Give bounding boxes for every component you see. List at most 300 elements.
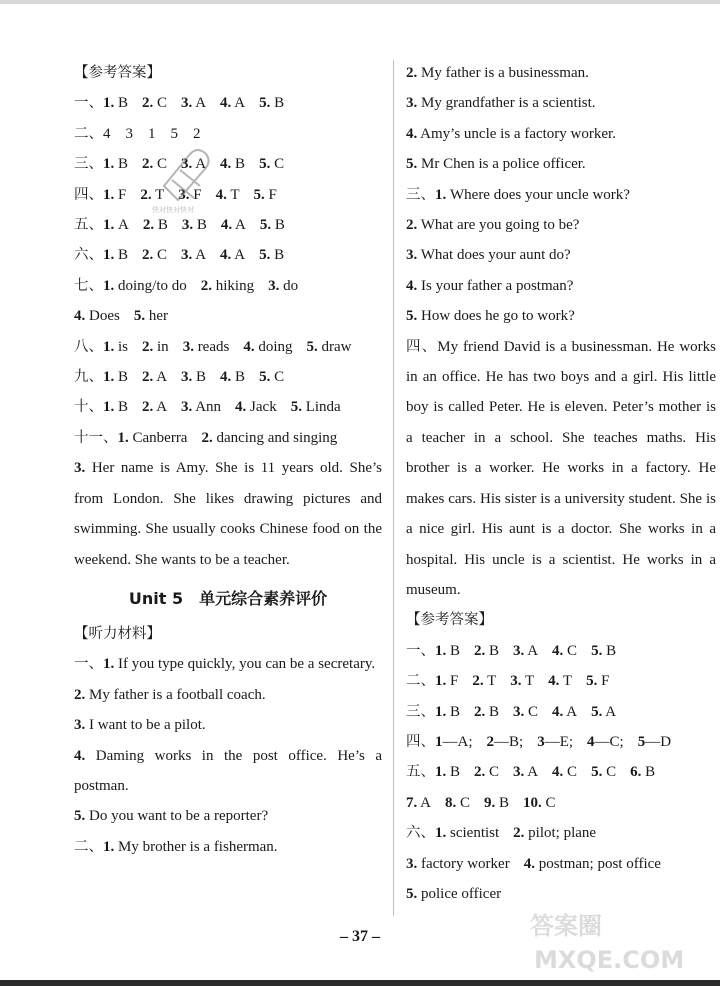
item-answer: F	[114, 186, 127, 203]
item-answer: pilot; plane	[524, 825, 597, 842]
answer-row	[406, 849, 716, 879]
item-number: 3.	[181, 95, 193, 112]
answer-item	[406, 886, 501, 902]
item-answer: B	[485, 703, 500, 720]
answer-row	[74, 88, 382, 118]
item-number: 5.	[133, 308, 146, 325]
item-number: 5.	[406, 885, 418, 902]
item-number: 9.	[484, 794, 496, 811]
watermark-url: MXQE.COM	[534, 946, 685, 974]
item-answer: C	[153, 156, 168, 173]
section-number: 五、	[74, 217, 103, 234]
answer-row	[74, 271, 382, 301]
answer-item	[103, 247, 128, 263]
item-number: 4	[587, 733, 595, 750]
answer-row	[406, 757, 716, 787]
answer-item	[103, 217, 129, 233]
section-number: 四、	[406, 733, 435, 750]
item-number: 2.	[142, 156, 154, 173]
item-number: 4.	[220, 247, 232, 264]
item-answer: A	[563, 703, 578, 720]
item-number: 2.	[474, 703, 486, 720]
left-answer-rows	[74, 88, 382, 453]
answer-row	[74, 301, 382, 331]
listening-text: Where does your uncle work?	[446, 186, 630, 203]
item-number: 1.	[435, 703, 447, 720]
item-answer: F	[597, 673, 610, 690]
section-number: 五、	[406, 764, 435, 781]
item-number: 4.	[235, 399, 247, 416]
page-number: – 37 –	[340, 928, 380, 945]
item-answer: C	[563, 642, 578, 659]
listening-line	[406, 180, 716, 210]
unit-title: Unit 5 单元综合素养评价	[128, 588, 328, 608]
answer-row	[74, 332, 382, 362]
item-number: 1.	[103, 369, 115, 386]
item-answer: doing	[254, 338, 293, 355]
answer-item	[513, 764, 538, 780]
item-number: 1.	[103, 186, 115, 203]
answer-item	[103, 156, 128, 172]
item-number: 4.	[406, 277, 418, 294]
listening-material-continued	[406, 58, 716, 332]
item-answer: B	[114, 156, 129, 173]
listening-text: Do you want to be a reporter?	[85, 808, 269, 825]
item-number: 2.	[513, 825, 525, 842]
answer-item	[472, 673, 496, 689]
answer-item	[235, 399, 277, 415]
item-number: 5.	[290, 399, 302, 416]
item-number: 2.	[142, 217, 155, 234]
right-column	[406, 58, 716, 909]
answer-item	[591, 764, 616, 780]
listening-line	[74, 801, 382, 831]
item-answer: B	[114, 369, 129, 386]
item-answer: B	[193, 217, 207, 234]
answer-item	[435, 764, 460, 780]
item-number: 1.	[435, 186, 447, 203]
answer-paragraph	[74, 453, 382, 575]
answer-row	[406, 666, 716, 696]
answer-item	[142, 339, 169, 355]
listening-header: 【听力材料】	[74, 625, 161, 642]
item-number: 4.	[552, 764, 564, 781]
item-answer: Linda	[301, 399, 341, 416]
listening-text: If you type quickly, you can be a secretary.	[114, 656, 376, 673]
answer-row	[74, 119, 382, 149]
item-answer: C	[524, 703, 539, 720]
answer-item	[181, 369, 206, 385]
section-number: 十、	[74, 399, 103, 416]
item-answer: dancing and singing	[212, 429, 338, 446]
item-number: 5.	[74, 808, 86, 825]
answer-item	[484, 795, 509, 811]
item-number: 5.	[586, 673, 598, 690]
answer-item	[435, 673, 458, 689]
item-answer: —D	[645, 733, 672, 750]
item-answer: —B;	[494, 733, 524, 750]
item-answer: F	[264, 186, 277, 203]
answer-item	[260, 217, 285, 233]
item-answer: —A;	[442, 733, 473, 750]
item-number: 1.	[103, 247, 115, 264]
item-answer: doing/to do	[114, 277, 187, 294]
item-answer: C	[602, 764, 617, 781]
item-answer: A	[153, 399, 168, 416]
item-answer: B	[114, 399, 129, 416]
item-number: 4.	[220, 369, 232, 386]
answer-item	[591, 643, 616, 659]
answer-item	[103, 399, 128, 415]
item-answer: A	[524, 642, 539, 659]
item-answer: B	[495, 794, 510, 811]
item-number: 5.	[406, 156, 418, 173]
item-number: 2.	[142, 95, 154, 112]
item-answer: Canberra	[128, 429, 188, 446]
item-number: 5.	[259, 95, 271, 112]
answer-item	[201, 278, 254, 294]
item-number: 4.	[406, 125, 418, 142]
section-number: 二、	[74, 125, 103, 142]
item-number: 1.	[435, 642, 447, 659]
item-answer: B	[602, 642, 617, 659]
section-number: 三、	[406, 186, 435, 203]
item-number: 4.	[220, 156, 232, 173]
answer-item	[586, 673, 609, 689]
item-number: 3.	[510, 673, 522, 690]
answer-item	[201, 430, 337, 446]
listening-text: What are you going to be?	[417, 217, 580, 234]
answer-item	[474, 764, 499, 780]
item-answer: C	[270, 156, 285, 173]
answer-item	[103, 95, 128, 111]
listening-line	[406, 149, 716, 179]
section-number: 一、	[74, 656, 103, 673]
answer-item	[552, 643, 577, 659]
item-number: 1.	[103, 338, 115, 355]
answer-item	[259, 369, 284, 385]
answer-item	[254, 187, 277, 203]
item-answer: —C;	[594, 733, 624, 750]
answer-item	[291, 399, 341, 415]
item-number: 5.	[306, 338, 318, 355]
watermark-logo-text: 答案圈	[530, 912, 602, 940]
answer-row	[74, 210, 382, 240]
item-answer: B	[446, 703, 461, 720]
answer-item	[537, 734, 573, 750]
answer-item	[487, 734, 524, 750]
answer-item	[435, 643, 460, 659]
item-number: 7.	[406, 794, 418, 811]
item-answer: C	[563, 764, 578, 781]
listening-text: Mr Chen is a police officer.	[417, 156, 586, 173]
answer-item	[587, 734, 624, 750]
item-answer: Ann	[192, 399, 222, 416]
item-number: 1.	[103, 277, 115, 294]
passage	[406, 332, 716, 606]
item-number: 5.	[591, 764, 603, 781]
item-answer: B	[231, 369, 246, 386]
item-number: 3.	[406, 247, 418, 264]
item-number: 3.	[513, 642, 525, 659]
listening-text: My grandfather is a scientist.	[417, 95, 596, 112]
answer-item	[220, 369, 245, 385]
item-answer: B	[192, 369, 207, 386]
item-answer: C	[456, 794, 471, 811]
answer-header-2: 【参考答案】	[406, 612, 493, 629]
section-number: 九、	[74, 369, 103, 386]
item-number: 1.	[435, 673, 447, 690]
item-number: 2.	[472, 673, 484, 690]
answer-item	[552, 704, 577, 720]
item-number: 3.	[268, 277, 280, 294]
item-answer: C	[153, 247, 168, 264]
item-answer: in	[153, 338, 169, 355]
item-number: 1.	[435, 764, 447, 781]
answer-item	[513, 825, 596, 841]
item-number: 3.	[181, 247, 193, 264]
listening-text: What does your aunt do?	[417, 247, 571, 264]
passage-text: My friend David is a businessman. He works in an office. He has two boys and a girl. His little boy is called Peter. He is eleven. Peter’s mother is a teacher in a school. She teaches maths. His brother is a worker. He works in a factory. He makes cars. His sister is a university student. She is a nice girl. His aunt is a doctor. She works in a hospital. His uncle is a scientist. He works in a museum.	[406, 338, 717, 598]
item-number: 1.	[103, 95, 115, 112]
stamp-icon	[150, 140, 220, 222]
answer-item	[474, 704, 499, 720]
item-number: 3.	[182, 338, 194, 355]
answer-row	[406, 636, 716, 666]
item-number: 3.	[513, 703, 525, 720]
item-number: 2	[486, 733, 494, 750]
item-number: 5.	[259, 217, 272, 234]
answer-item	[406, 856, 510, 872]
answer-row	[406, 818, 716, 848]
answer-row	[74, 423, 382, 453]
section-number: 一、	[406, 642, 435, 659]
listening-line	[406, 301, 716, 331]
item-number: 4.	[220, 95, 232, 112]
answer-item	[181, 247, 206, 263]
section-number: 二、	[406, 673, 435, 690]
item-number: 2.	[474, 642, 486, 659]
answer-item	[142, 247, 167, 263]
listening-line	[74, 741, 382, 802]
item-answer: F	[446, 673, 459, 690]
answer-sequence: 4 3 1 5 2	[103, 125, 201, 142]
item-answer: B	[446, 764, 461, 781]
answer-row	[74, 392, 382, 422]
item-number: 5.	[591, 703, 603, 720]
right-answer-rows	[406, 636, 716, 910]
item-answer: T	[151, 186, 165, 203]
item-number: 1.	[103, 656, 115, 673]
item-answer: B	[270, 95, 285, 112]
item-number: 4.	[552, 642, 564, 659]
item-answer: A	[192, 95, 207, 112]
top-edge	[0, 0, 720, 4]
listening-text: My father is a football coach.	[85, 686, 266, 703]
item-answer: postman; post office	[534, 855, 661, 872]
bottom-edge	[0, 980, 720, 986]
listening-text: My father is a businessman.	[417, 65, 589, 81]
answer-item	[142, 369, 167, 385]
item-number: 2.	[142, 338, 154, 355]
answer-row	[406, 697, 716, 727]
section-number: 二、	[74, 838, 103, 855]
item-number: 5.	[259, 247, 271, 264]
item-number: 3.	[406, 95, 418, 112]
item-answer: B	[271, 217, 285, 234]
listening-line	[74, 680, 382, 710]
answer-item	[243, 339, 292, 355]
listening-text: I want to be a pilot.	[85, 717, 206, 734]
item-answer: B	[114, 247, 129, 264]
item-answer: A	[417, 794, 432, 811]
listening-line	[74, 832, 382, 862]
item-answer: do	[279, 277, 299, 294]
listening-line	[74, 649, 382, 679]
item-number: 3.	[181, 156, 193, 173]
answer-item	[103, 187, 126, 203]
item-answer: A	[524, 764, 539, 781]
answer-item	[221, 217, 246, 233]
answer-item	[406, 795, 431, 811]
item-number: 2.	[140, 186, 152, 203]
item-answer: her	[145, 308, 168, 325]
listening-line	[406, 240, 716, 270]
item-answer: factory worker	[417, 855, 510, 872]
section-number: 七、	[74, 277, 103, 294]
item-answer: A	[153, 369, 168, 386]
answer-item	[638, 734, 671, 750]
item-number: 5.	[253, 186, 265, 203]
item-number: 3.	[181, 399, 193, 416]
item-number: 5.	[259, 156, 271, 173]
item-number: 1.	[435, 825, 447, 842]
answer-item	[134, 308, 168, 324]
item-number: 4.	[552, 703, 564, 720]
item-answer: B	[231, 156, 246, 173]
item-answer: is	[114, 338, 129, 355]
answer-item	[523, 795, 556, 811]
listening-line	[406, 271, 716, 301]
section-number: 六、	[74, 247, 103, 264]
listening-text: Daming works in the post office. He’s a postman.	[74, 747, 382, 794]
listening-line	[406, 88, 716, 118]
item-number: 2.	[406, 217, 418, 234]
answer-item	[513, 643, 538, 659]
answer-item	[220, 156, 245, 172]
item-answer: scientist	[446, 825, 500, 842]
section-number: 六、	[406, 825, 435, 842]
answer-item	[142, 399, 167, 415]
answer-item	[259, 156, 284, 172]
item-answer: B	[114, 95, 129, 112]
item-number: 2.	[142, 247, 154, 264]
answer-item	[513, 704, 538, 720]
section-number: 一、	[74, 95, 103, 112]
answer-item	[220, 95, 245, 111]
item-answer: T	[226, 186, 240, 203]
answer-item	[510, 673, 534, 689]
item-answer: A	[231, 95, 246, 112]
item-answer: C	[485, 764, 500, 781]
item-number: 4.	[220, 217, 233, 234]
item-number: 1.	[103, 399, 115, 416]
section-number: 四、	[74, 186, 103, 203]
answer-item	[103, 339, 128, 355]
item-answer: C	[153, 95, 168, 112]
item-answer: T	[559, 673, 573, 690]
item-number: 3.	[74, 717, 86, 734]
answer-item	[181, 399, 221, 415]
answer-item	[630, 764, 655, 780]
item-number: 5.	[591, 642, 603, 659]
item-number: 3.	[181, 217, 194, 234]
item-number: 4.	[523, 855, 535, 872]
listening-text: Is your father a postman?	[417, 277, 574, 294]
answer-item	[220, 247, 245, 263]
paragraph-text: Her name is Amy. She is 11 years old. She’s from London. She likes drawing pictures and swimming. She usually cooks Chinese food on the weekend. She wants to be a teacher.	[74, 460, 382, 568]
item-answer: reads	[193, 338, 230, 355]
item-number: 3	[537, 733, 545, 750]
item-answer: T	[483, 673, 497, 690]
answer-item	[183, 339, 230, 355]
answer-item	[142, 95, 167, 111]
item-number: 1.	[103, 217, 115, 234]
item-number: 4.	[74, 747, 86, 764]
item-number: 2.	[142, 369, 154, 386]
item-number: 1.	[103, 838, 115, 855]
item-answer: B	[270, 247, 285, 264]
watermark-logo	[510, 894, 710, 978]
item-number: 5.	[406, 308, 418, 325]
answer-item	[268, 278, 298, 294]
answer-row	[74, 362, 382, 392]
section-number: 八、	[74, 338, 103, 355]
item-answer: C	[270, 369, 285, 386]
listening-text: Amy’s uncle is a factory worker.	[417, 125, 616, 142]
item-answer: B	[154, 217, 168, 234]
listening-line	[406, 119, 716, 149]
answer-item	[435, 704, 460, 720]
item-number: 10.	[523, 794, 542, 811]
item-number: 3.	[406, 855, 418, 872]
item-answer: Jack	[246, 399, 277, 416]
listening-text: How does he go to work?	[417, 308, 575, 325]
answer-row	[406, 788, 716, 818]
item-answer: C	[541, 794, 556, 811]
item-answer: T	[521, 673, 535, 690]
answer-item	[103, 369, 128, 385]
item-answer: A	[602, 703, 617, 720]
stamp-text: 快对快对快对	[152, 206, 194, 214]
listening-line	[406, 58, 716, 88]
answer-header: 【参考答案】	[74, 65, 161, 81]
answer-item	[259, 95, 284, 111]
answer-row	[74, 149, 382, 179]
item-answer: —E;	[544, 733, 574, 750]
item-number: 2.	[74, 686, 86, 703]
answer-item	[118, 430, 188, 446]
answer-item	[181, 95, 206, 111]
listening-line	[406, 210, 716, 240]
item-number: 2.	[142, 399, 154, 416]
item-answer: Does	[85, 308, 120, 325]
item-number: 2.	[200, 277, 213, 294]
answer-item	[435, 825, 499, 841]
item-answer: police officer	[417, 885, 502, 902]
answer-item	[307, 339, 352, 355]
left-column	[74, 58, 382, 862]
